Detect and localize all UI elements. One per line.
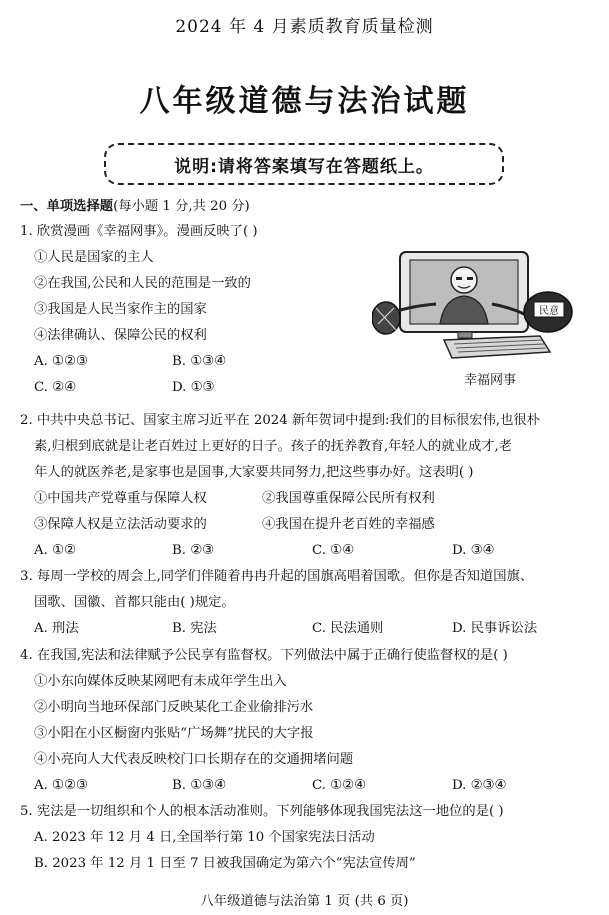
q3-stem-line-2: 国歌、国徽、首都只能由( )规定。 <box>34 595 235 610</box>
paper-title: 八年级道德与法治试题 <box>139 84 470 119</box>
q5-stem: 5. 宪法是一切组织和个人的根本活动准则。下列能够体现我国宪法这一地位的是( ) <box>20 804 504 819</box>
q4-option-d: D. ②③④ <box>452 778 507 793</box>
q3-option-b: B. 宪法 <box>172 621 217 636</box>
q1-statement-3: ③我国是人民当家作主的国家 <box>34 302 207 317</box>
cartoon-sign: 民意 <box>539 306 559 317</box>
cartoon-illustration <box>372 248 584 390</box>
cartoon-drawing <box>372 248 584 390</box>
page-footer: 八年级道德与法治第 1 页 (共 6 页) <box>200 894 409 909</box>
notice-box <box>104 143 504 185</box>
q1-statement-2: ②在我国,公民和人民的范围是一致的 <box>34 276 251 291</box>
q1-option-a: A. ①②③ <box>34 354 88 369</box>
notice-text: 说明:请将答案填写在答题纸上。 <box>174 156 434 177</box>
section-name: 一、单项选择题 <box>20 199 114 214</box>
q1-option-d: D. ①③ <box>172 380 215 395</box>
section-rule: (每小题 1 分,共 20 分) <box>113 199 250 214</box>
q3-stem-line-1: 3. 每周一学校的周会上,同学们伴随着冉冉升起的国旗高唱着国歌。但你是否知道国旗、 <box>20 569 534 584</box>
q2-statement-2: ②我国尊重保障公民所有权利 <box>262 491 435 506</box>
q2-option-d: D. ③④ <box>452 543 495 558</box>
q3-option-d: D. 民事诉讼法 <box>452 621 538 636</box>
q4-option-c: C. ①②④ <box>312 778 366 793</box>
q1-statement-1: ①人民是国家的主人 <box>34 250 154 265</box>
section-heading <box>20 198 250 216</box>
q2-stem-line-1: 2. 中共中央总书记、国家主席习近平在 2024 新年贺词中提到:我们的目标很宏伟,也很朴 <box>20 413 541 428</box>
q2-statement-4: ④我国在提升老百姓的幸福感 <box>262 517 435 532</box>
q2-statement-1: ①中国共产党尊重与保障人权 <box>34 491 207 506</box>
cartoon-caption: 幸福网事 <box>463 373 517 388</box>
q1-statement-4: ④法律确认、保障公民的权利 <box>34 328 207 343</box>
q1-option-c: C. ②④ <box>34 380 76 395</box>
q5-option-a: A. 2023 年 12 月 4 日,全国举行第 10 个国家宪法日活动 <box>34 830 375 845</box>
q2-stem-line-2: 素,归根到底就是让老百姓过上更好的日子。孩子的抚养教育,年轻人的就业成才,老 <box>34 439 513 454</box>
q2-statement-3: ③保障人权是立法活动要求的 <box>34 517 207 532</box>
q5-option-b: B. 2023 年 12 月 1 日至 7 日被我国确定为第六个“宪法宣传周” <box>34 856 416 871</box>
q4-statement-4: ④小亮向人大代表反映校门口长期存在的交通拥堵问题 <box>34 752 354 767</box>
exam-name: 2024 年 4 月素质教育质量检测 <box>175 17 434 37</box>
q4-statement-1: ①小东向媒体反映某网吧有未成年学生出入 <box>34 674 287 689</box>
q2-option-b: B. ②③ <box>172 543 215 558</box>
q3-option-a: A. 刑法 <box>34 621 79 636</box>
q1-option-b: B. ①③④ <box>172 354 226 369</box>
q4-statement-3: ③小阳在小区橱窗内张贴“广场舞”扰民的大字报 <box>34 726 314 741</box>
q4-stem: 4. 在我国,宪法和法律赋予公民享有监督权。下列做法中属于正确行使监督权的是( ) <box>20 648 508 663</box>
q2-option-c: C. ①④ <box>312 543 354 558</box>
q3-option-c: C. 民法通则 <box>312 621 384 636</box>
q2-option-a: A. ①② <box>34 543 76 558</box>
q4-option-b: B. ①③④ <box>172 778 226 793</box>
q2-stem-line-3: 年人的就医养老,是家事也是国事,大家要共同努力,把这些事办好。这表明( ) <box>34 465 474 480</box>
q4-option-a: A. ①②③ <box>34 778 88 793</box>
q4-statement-2: ②小明向当地环保部门反映某化工企业偷排污水 <box>34 700 314 715</box>
q1-stem: 1. 欣赏漫画《幸福网事》。漫画反映了( ) <box>20 224 258 239</box>
